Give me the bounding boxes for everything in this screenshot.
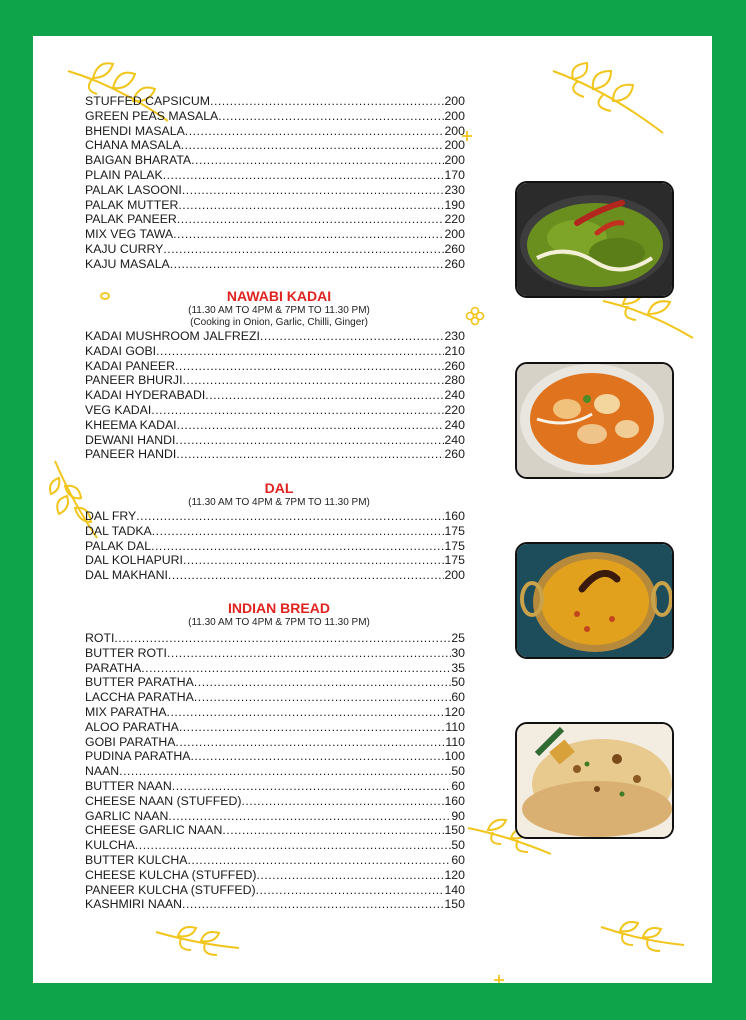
dot-leader xyxy=(260,329,445,344)
dal-section xyxy=(85,480,465,583)
dal-tadka-photo xyxy=(515,542,674,659)
item-name: BUTTER NAAN xyxy=(85,778,172,793)
menu-item xyxy=(85,124,465,139)
item-name: BUTTER ROTI xyxy=(85,645,167,660)
menu-item xyxy=(85,705,465,720)
dot-leader xyxy=(135,838,451,853)
item-price: 200 xyxy=(444,227,465,242)
menu-item xyxy=(85,212,465,227)
dot-leader xyxy=(156,344,444,359)
wheat-leaf-icon xyxy=(598,921,688,961)
item-name: BHENDI MASALA xyxy=(85,123,185,138)
item-name: STUFFED CAPSICUM xyxy=(85,94,211,108)
item-name: BUTTER KULCHA xyxy=(85,852,188,867)
menu-item xyxy=(85,524,465,539)
dot-leader xyxy=(218,109,444,124)
dot-leader xyxy=(172,779,452,794)
item-price: 110 xyxy=(445,734,465,749)
item-price: 260 xyxy=(444,447,465,462)
dot-leader xyxy=(181,138,445,153)
dot-leader xyxy=(175,433,444,448)
item-name: VEG KADAI xyxy=(85,402,152,417)
item-name: DAL FRY xyxy=(85,509,137,523)
dal-items-list xyxy=(85,509,465,583)
item-price: 175 xyxy=(444,538,465,553)
section-timing: (11.30 AM TO 4PM & 7PM TO 11.30 PM) xyxy=(188,497,370,508)
menu-item xyxy=(85,227,465,242)
menu-item xyxy=(85,94,465,109)
menu-item xyxy=(85,433,465,448)
menu-item xyxy=(85,553,465,568)
item-price: 110 xyxy=(445,719,465,734)
item-price: 50 xyxy=(451,838,465,853)
item-price: 150 xyxy=(444,823,465,838)
menu-item xyxy=(85,897,465,912)
menu-item xyxy=(85,838,465,853)
menu-item xyxy=(85,388,465,403)
dot-leader xyxy=(179,720,446,735)
item-name: ALOO PARATHA xyxy=(85,719,179,734)
item-price: 160 xyxy=(444,509,465,523)
item-name: PANEER BHURJI xyxy=(85,373,183,388)
item-price: 200 xyxy=(444,94,465,108)
item-price: 35 xyxy=(451,660,465,675)
item-name: KASHMIRI NAAN xyxy=(85,897,183,912)
dot-leader xyxy=(194,690,451,705)
menu-item xyxy=(85,242,465,257)
dot-leader xyxy=(168,809,451,824)
item-name: PLAIN PALAK xyxy=(85,167,163,182)
item-price: 220 xyxy=(444,402,465,417)
menu-item xyxy=(85,153,465,168)
dot-leader xyxy=(183,553,445,568)
item-price: 175 xyxy=(444,523,465,538)
dot-leader xyxy=(257,868,445,883)
item-name: MIX PARATHA xyxy=(85,704,167,719)
item-name: CHEESE GARLIC NAAN xyxy=(85,823,223,838)
dot-leader xyxy=(241,794,444,809)
menu-item xyxy=(85,631,465,646)
item-price: 220 xyxy=(444,212,465,227)
item-name: NAAN xyxy=(85,764,120,779)
menu-page xyxy=(33,36,712,983)
menu-item xyxy=(85,509,465,524)
dot-leader xyxy=(114,631,451,646)
section-timing: (11.30 AM TO 4PM & 7PM TO 11.30 PM) xyxy=(188,305,370,316)
menu-item xyxy=(85,138,465,153)
paneer-curry-photo xyxy=(515,362,674,479)
item-name: CHEESE NAAN (STUFFED) xyxy=(85,793,242,808)
palak-paneer-photo xyxy=(515,181,674,298)
item-name: ROTI xyxy=(85,631,115,645)
item-name: BAIGAN BHARATA xyxy=(85,153,192,168)
dot-leader xyxy=(136,509,444,524)
item-name: DEWANI HANDI xyxy=(85,432,176,447)
menu-item xyxy=(85,661,465,676)
dot-leader xyxy=(151,539,444,554)
item-name: PARATHA xyxy=(85,660,142,675)
item-price: 200 xyxy=(444,123,465,138)
dot-leader xyxy=(175,735,445,750)
menu-item xyxy=(85,418,465,433)
dot-leader xyxy=(210,94,444,109)
item-price: 30 xyxy=(451,645,465,660)
item-price: 60 xyxy=(451,852,465,867)
indian-bread-section xyxy=(85,600,465,912)
menu-item xyxy=(85,779,465,794)
dot-leader xyxy=(177,212,445,227)
item-name: KHEEMA KADAI xyxy=(85,417,177,432)
menu-item xyxy=(85,568,465,583)
dot-leader xyxy=(167,705,445,720)
item-price: 190 xyxy=(444,197,465,212)
dot-leader xyxy=(168,568,445,583)
menu-item xyxy=(85,764,465,779)
dot-leader xyxy=(173,227,444,242)
item-price: 160 xyxy=(444,793,465,808)
item-name: BUTTER PARATHA xyxy=(85,675,194,690)
item-price: 50 xyxy=(451,764,465,779)
menu-item xyxy=(85,257,465,272)
item-name: CHANA MASALA xyxy=(85,138,181,153)
bread-items-list xyxy=(85,631,465,912)
dot-leader xyxy=(194,675,451,690)
menu-item xyxy=(85,183,465,198)
menu-item xyxy=(85,539,465,554)
menu-item xyxy=(85,373,465,388)
dot-leader xyxy=(182,897,444,912)
dot-leader xyxy=(256,883,445,898)
item-name: KADAI GOBI xyxy=(85,343,157,358)
item-price: 175 xyxy=(444,553,465,568)
item-price: 210 xyxy=(444,343,465,358)
dot-leader xyxy=(141,661,451,676)
dot-leader xyxy=(190,749,444,764)
sparkle-icon xyxy=(493,974,505,983)
menu-item xyxy=(85,690,465,705)
menu-item xyxy=(85,359,465,374)
item-price: 240 xyxy=(444,388,465,403)
item-price: 170 xyxy=(444,167,465,182)
dot-leader xyxy=(163,168,445,183)
item-price: 240 xyxy=(444,432,465,447)
menu-item xyxy=(85,794,465,809)
menu-item xyxy=(85,329,465,344)
item-price: 230 xyxy=(444,182,465,197)
item-price: 260 xyxy=(444,358,465,373)
dot-leader xyxy=(182,183,445,198)
nawabi-items-list xyxy=(85,329,465,462)
item-name: LACCHA PARATHA xyxy=(85,690,194,705)
item-name: KADAI PANEER xyxy=(85,358,175,373)
item-price: 140 xyxy=(444,882,465,897)
item-name: PALAK DAL xyxy=(85,538,152,553)
item-price: 260 xyxy=(444,241,465,256)
section-title: DAL xyxy=(264,480,294,496)
menu-item xyxy=(85,749,465,764)
dot-leader xyxy=(205,388,444,403)
item-price: 230 xyxy=(444,329,465,343)
menu-item xyxy=(85,735,465,750)
menu-item xyxy=(85,720,465,735)
section-title: INDIAN BREAD xyxy=(228,600,330,616)
item-name: PALAK MUTTER xyxy=(85,197,179,212)
section-timing: (11.30 AM TO 4PM & 7PM TO 11.30 PM) xyxy=(188,617,370,628)
section-title: NAWABI KADAI xyxy=(226,288,332,304)
nawabi-kadai-section xyxy=(85,288,465,462)
dot-leader xyxy=(167,646,451,661)
item-price: 240 xyxy=(444,417,465,432)
menu-item xyxy=(85,403,465,418)
menu-item xyxy=(85,883,465,898)
menu-item xyxy=(85,109,465,124)
item-name: KADAI HYDERABADI xyxy=(85,388,206,403)
item-name: MIX VEG TAWA xyxy=(85,227,174,242)
dot-leader xyxy=(176,447,444,462)
dot-leader xyxy=(177,418,445,433)
section-note: (Cooking in Onion, Garlic, Chilli, Ginger) xyxy=(190,317,368,328)
dot-leader xyxy=(222,823,444,838)
item-name: KADAI MUSHROOM JALFREZI xyxy=(85,329,260,343)
dot-leader xyxy=(175,359,444,374)
item-price: 100 xyxy=(444,749,465,764)
menu-item xyxy=(85,675,465,690)
item-name: PANEER KULCHA (STUFFED) xyxy=(85,882,256,897)
item-name: PALAK PANEER xyxy=(85,212,177,227)
item-price: 50 xyxy=(451,675,465,690)
naan-photo xyxy=(515,722,674,839)
dot-leader xyxy=(178,198,444,213)
dot-leader xyxy=(151,403,444,418)
item-name: PUDINA PARATHA xyxy=(85,749,191,764)
item-price: 200 xyxy=(444,568,465,583)
dot-leader xyxy=(188,853,452,868)
item-price: 200 xyxy=(444,138,465,153)
veg-items-list xyxy=(85,94,465,272)
wheat-leaf-icon xyxy=(548,61,668,136)
item-price: 200 xyxy=(444,108,465,123)
item-price: 25 xyxy=(451,631,465,645)
menu-item xyxy=(85,344,465,359)
item-name: PANEER HANDI xyxy=(85,447,177,462)
item-name: DAL MAKHANI xyxy=(85,568,168,583)
menu-item xyxy=(85,447,465,462)
dot-leader xyxy=(170,257,445,272)
item-name: KAJU MASALA xyxy=(85,256,170,271)
menu-item xyxy=(85,853,465,868)
menu-item xyxy=(85,823,465,838)
item-price: 120 xyxy=(444,704,465,719)
dot-leader xyxy=(185,124,445,139)
menu-item xyxy=(85,868,465,883)
item-price: 260 xyxy=(444,256,465,271)
item-name: GREEN PEAS MASALA xyxy=(85,108,219,123)
item-name: KULCHA xyxy=(85,838,135,853)
menu-item xyxy=(85,809,465,824)
item-price: 150 xyxy=(444,897,465,912)
dot-leader xyxy=(152,524,445,539)
item-price: 200 xyxy=(444,153,465,168)
item-name: KAJU CURRY xyxy=(85,241,164,256)
dot-leader xyxy=(191,153,444,168)
dot-leader xyxy=(163,242,444,257)
item-name: GOBI PARATHA xyxy=(85,734,176,749)
item-name: PALAK LASOONI xyxy=(85,182,182,197)
dot-leader xyxy=(119,764,451,779)
item-name: DAL TADKA xyxy=(85,523,152,538)
menu-item xyxy=(85,198,465,213)
item-price: 60 xyxy=(451,778,465,793)
item-name: CHEESE KULCHA (STUFFED) xyxy=(85,867,257,882)
item-price: 280 xyxy=(444,373,465,388)
item-price: 90 xyxy=(451,808,465,823)
menu-item xyxy=(85,168,465,183)
dot-leader xyxy=(182,373,444,388)
menu-item xyxy=(85,646,465,661)
item-name: GARLIC NAAN xyxy=(85,808,169,823)
wheat-leaf-icon xyxy=(153,926,243,966)
item-price: 60 xyxy=(451,690,465,705)
item-name: DAL KOLHAPURI xyxy=(85,553,183,568)
item-price: 120 xyxy=(444,867,465,882)
